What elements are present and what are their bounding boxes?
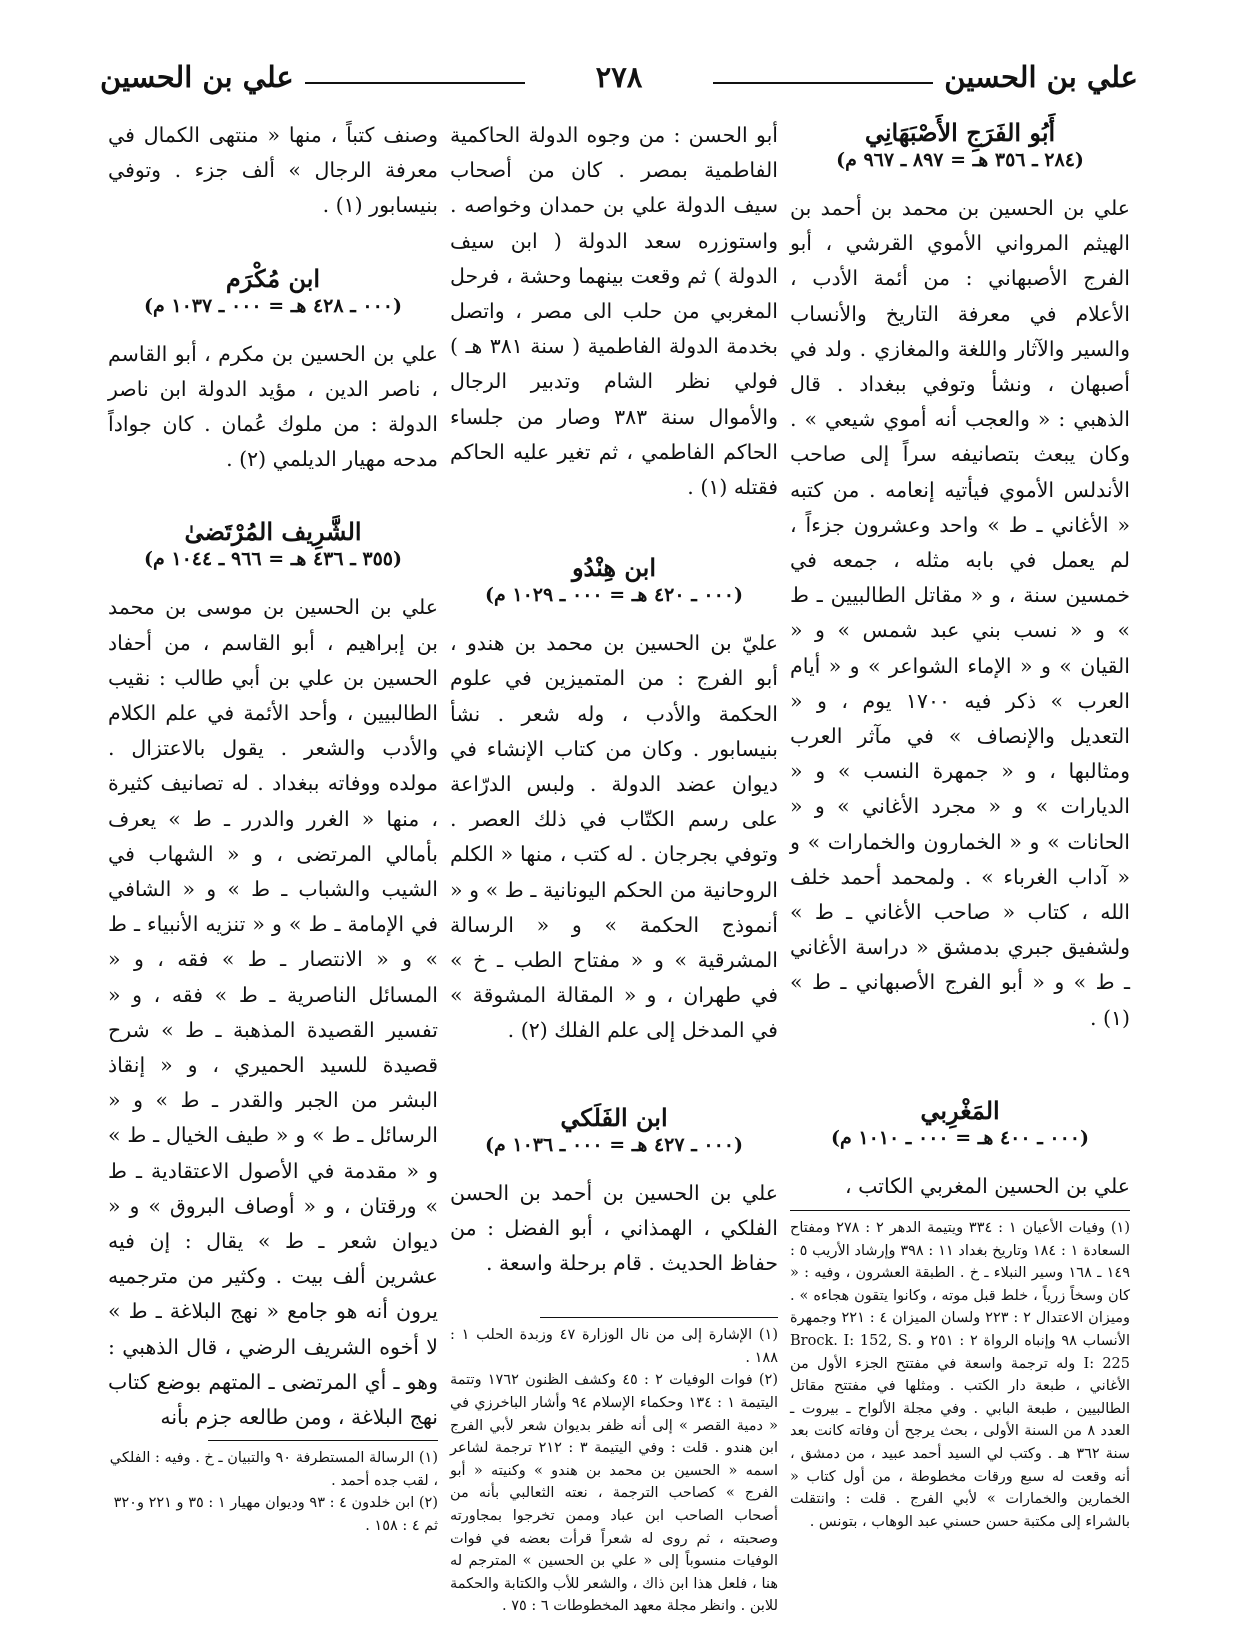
entry-title-isfahani: أَبُو الفَرَجِ الأَصْبَهَانِي — [864, 118, 1056, 147]
entry-dates-isfahani: (٢٨٤ ـ ٣٥٦ هـ = ٨٩٧ ـ ٩٦٧ م) — [836, 149, 1084, 171]
footnote-rule-right — [790, 1210, 1130, 1211]
footnote-left-1: (١) الرسالة المستطرفة ٩٠ والتبيان ـ خ . وفيه : الفلكي ، لقب جده أحمد . — [109, 1450, 438, 1489]
entry-body-maghribi-start: علي بن الحسين المغربي الكاتب ، — [845, 1173, 1130, 1198]
entry-dates-maghribi: (٠٠٠ ـ ٤٠٠ هـ = ٠٠٠ ـ ١٠١٠ م) — [830, 1126, 1090, 1149]
entry-title-maghribi: المَغْرِبي — [920, 1095, 1000, 1125]
column-middle — [450, 118, 778, 1618]
entry-dates-hindu: (٠٠٠ ـ ٤٢٠ هـ = ٠٠٠ ـ ١٠٢٩ م) — [484, 584, 744, 607]
entry-body-falaki-cont: وصنف كتباً ، منها « منتهى الكمال في معرفة الرجال » ألف جزء . وتوفي بنيسابور (١) . — [108, 123, 438, 218]
page-header — [95, 60, 1143, 102]
entry-body-mukram: علي بن الحسين بن مكرم ، أبو القاسم ، ناصر الدين ، مؤيد الدولة ابن ناصر الدولة : من ملوك عُمان . كان جواداً مدحه مهيار الديلمي (٢) . — [108, 341, 438, 472]
header-rule-right — [713, 82, 933, 84]
running-title-left: علي بن الحسين — [100, 60, 294, 94]
footnote-rule-left — [208, 1440, 438, 1441]
page-number: ٢٧٨ — [584, 60, 655, 94]
entry-body-hindu: عليّ بن الحسين بن محمد بن هندو ، أبو الفرج : من المتميزين في علوم الحكمة والأدب ، وله شعر . نشأ بنيسابور . وكان من كتاب الإنشاء في ديوان عضد الدولة . ولبس الدرّاعة على رسم الكتّاب في ذلك العصر . وتوفي بجرجان . له كتب ، منها « الكلم الروحانية من الحكم اليونانية ـ ط » و « أنموذج الحكمة » و « الرسالة المشرقية » و « مفتاح الطب ـ خ » في طهران ، و « المقالة المشوقة » في المدخل إلى علم الفلك (٢) . — [450, 631, 778, 1043]
running-title-right: علي بن الحسين — [944, 60, 1138, 94]
header-rule-left — [305, 82, 525, 84]
column-left — [108, 118, 438, 1465]
entry-dates-falaki: (٠٠٠ ـ ٤٢٧ هـ = ٠٠٠ ـ ١٠٣٦ م) — [484, 1133, 744, 1156]
entry-title-mukram: ابن مُكْرَم — [225, 263, 321, 293]
entry-body-murtada: علي بن الحسين بن موسى بن محمد بن إبراهيم ، أبو القاسم ، من أحفاد الحسين بن علي بن أبي طالب : نقيب الطالبيين ، وأحد الأئمة في علم الكلام والأدب والشعر . يقول بالاعتزال . مولده ووفاته ببغداد . له تصانيف كثيرة ، منها « الغرر والدرر ـ ط » يعرف بأمالي المرتضى ، و « الشهاب في الشيب والشباب ـ ط » و « الشافي في الإمامة ـ ط » و « تنزيه الأنبياء ـ ط » و « الانتصار ـ ط » فقه ، و « المسائل الناصرية ـ ط » فقه ، و « تفسير القصيدة المذهبة ـ ط » شرح قصيدة للسيد الحميري ، و « إنقاذ البشر من الجبر والقدر ـ ط » و « الرسائل ـ ط » و « طيف الخيال ـ ط » و « مقدمة في الأصول الاعتقادية ـ ط » ورقتان ، و « أوصاف البروق » و « ديوان شعر ـ ط » يقال : إن فيه عشرين ألف بيت . وكثير من مترجميه يرون أنه هو جامع « نهج البلاغة ـ ط » لا أخوه الشريف الرضي ، قال الذهبي : وهو ـ أي المرتضى ـ المتهم بوضع كتاب نهج البلاغة ، ومن طالعه جزم بأنه — [108, 595, 438, 1430]
entry-title-hindu: ابن هِنْدُو — [571, 553, 657, 583]
footnote-rule-middle — [540, 1317, 778, 1318]
entry-dates-mukram: (٠٠٠ ـ ٤٢٨ هـ = ٠٠٠ ـ ١٠٣٧ م) — [143, 294, 403, 317]
entry-title-falaki: ابن الفَلَكي — [560, 1102, 668, 1132]
footnotes-left — [108, 1440, 438, 1537]
entry-title-murtada: الشَّرِيف المُرْتَضىٰ — [184, 517, 362, 547]
footnote-mid-1: (١) الإشارة إلى من نال الوزارة ٤٧ وزبدة الحلب ١ : ١٨٨ . — [450, 1327, 779, 1366]
footnote-left-2: (٢) ابن خلدون ٤ : ٩٣ وديوان مهيار ١ : ٣٥ و ٢٢١ و٣٢٠ ثم ٤ : ١٥٨ . — [113, 1495, 438, 1534]
footnote-right-1: (١) وفيات الأعيان ١ : ٣٣٤ ويتيمة الدهر ٢ : ٢٧٨ ومفتاح السعادة ١ : ١٨٤ وتاريخ بغداد ١١ : ٣٩٨ وإرشاد الأريب ٥ : ١٤٩ ـ ١٦٨ وسير النبلاء ـ خ . الطبقة العشرون ، وفيه : « كان وسخاً زرياً ، خلط قبل موته ، وكانوا يتقون هجاءه » . وميزان الاعتدال ٢ : ٢٢٣ ولسان الميزان ٤ : ٢٢١ وجمهرة الأنساب ٩٨ وإنباه الرواة ٢ : ٢٥١ و Brock. I: 152, S. I: 225 وله ترجمة واسعة في مفتتح الجزء الأول من الأغاني ، طبعة دار الكتب . ومثلها في مفتتح مقاتل الطالبيين ، طبعة البابي . وفي مجلة الألواح ـ بيروت ـ العدد ٨ من السنة الأولى ، بحث يرجح أن وفاته كانت بعد سنة ٣٦٢ هـ . وكتب لي السيد أحمد عبيد ، من دمشق ، أنه وقعت له سبع ورقات مخطوطة ، من أول كتاب « الخمارين والخمارات » لأبي الفرج . قلت : وانتقلت بالشراء إلى مكتبة حسن حسني عبد الوهاب ، بتونس . — [790, 1220, 1131, 1530]
entry-body-isfahani: علي بن الحسين بن محمد بن أحمد بن الهيثم المرواني الأموي القرشي ، أبو الفرج الأصبهاني : من أئمة الأدب ، الأعلام في معرفة التاريخ والأنساب والسير والآثار واللغة والمغازي . ولد في أصبهان ، ونشأ وتوفي ببغداد . قال الذهبي : « والعجب أنه أموي شيعي » . وكان يبعث بتصانيفه سراً إلى صاحب الأندلس الأموي فيأتيه إنعامه . من كتبه « الأغاني ـ ط » واحد وعشرون جزءاً ، لم يعمل في بابه مثله ، جمعه في خمسين سنة ، و « مقاتل الطالبيين ـ ط » و « نسب بني عبد شمس » و « القيان » و « الإماء الشواعر » و « أيام العرب » ذكر فيه ١٧٠٠ يوم ، و « التعديل والإنصاف » في مآثر العرب ومثالبها ، و « جمهرة النسب » و « الديارات » و « مجرد الأغاني » و « الحانات » و « الخمارون والخمارات » و « آداب الغرباء » . ولمحمد أحمد خلف الله ، كتاب « صاحب الأغاني ـ ط » ولشفيق جبري بدمشق « دراسة الأغاني ـ ط » و « أبو الفرج الأصبهاني ـ ط » (١) . — [790, 196, 1130, 1030]
column-right — [790, 118, 1130, 1533]
entry-body-maghribi-cont: أبو الحسن : من وجوه الدولة الحاكمية الفاطمية بمصر . كان من أصحاب سيف الدولة علي بن حمدان وخواصه . واستوزره سعد الدولة ( ابن سيف الدولة ) ثم وقعت بينهما وحشة ، فرحل المغربي من حلب الى مصر ، واتصل بخدمة الدولة الفاطمية ( سنة ٣٨١ هـ ) فولي نظر الشام وتدبير الرجال والأموال سنة ٣٨٣ وصار من جلساء الحاكم الفاطمي ، ثم تغير عليه الحاكم فقتله (١) . — [450, 123, 778, 500]
entry-body-falaki-start: علي بن الحسين بن أحمد بن الحسن الفلكي ، الهمذاني ، أبو الفضل : من حفاظ الحديث . قام برحلة واسعة . — [450, 1180, 778, 1276]
entry-dates-murtada: (٣٥٥ ـ ٤٣٦ هـ = ٩٦٦ ـ ١٠٤٤ م) — [143, 548, 403, 571]
footnote-mid-2: (٢) فوات الوفيات ٢ : ٤٥ وكشف الظنون ١٧٦٢ وتتمة اليتيمة ١ : ١٣٤ وحكماء الإسلام ٩٤ وأشار الباخرزي في « دمية القصر » إلى أنه ظفر بديوان شعر لأبي الفرج ابن هندو . قلت : وفي اليتيمة ٣ : ٢١٢ ترجمة لشاعر اسمه « الحسين بن محمد بن هندو » وكنيته « أبو الفرج » كصاحب الترجمة ، نعته الثعالبي بأنه من أصحاب الصاحب ابن عباد وممن تخرجوا بمجاورته وصحبته ، ثم روى له شعراً قرأت بعضه في فوات الوفيات منسوباً إلى « علي بن الحسين » المترجم له هنا ، فلعل هذا ابن ذاك ، والشعر للأب والكتابة والحكمة للابن . وانظر مجلة معهد المخطوطات ٦ : ٧٥ . — [450, 1372, 778, 1615]
